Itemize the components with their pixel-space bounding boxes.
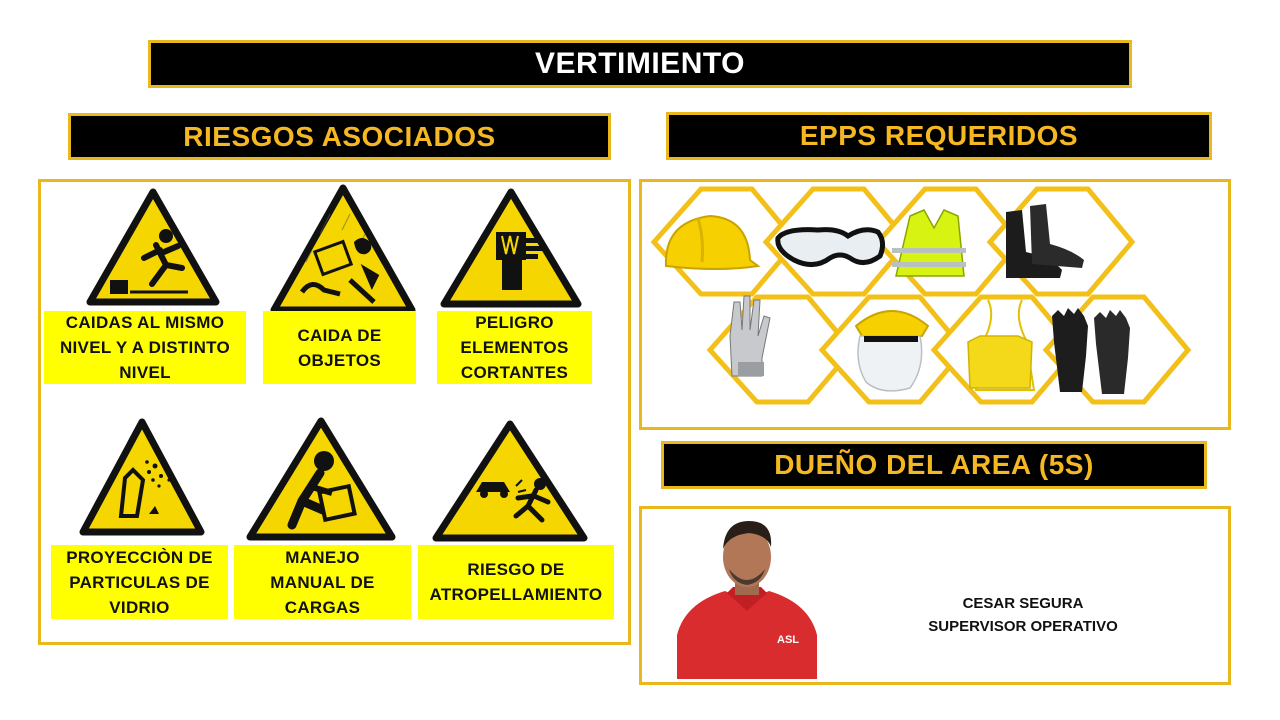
- hazard-label: RIESGO DE ATROPELLAMIENTO: [418, 545, 614, 619]
- hazard-label: PELIGRO ELEMENTOS CORTANTES: [437, 311, 592, 384]
- supervisor-name: CESAR SEGURA: [962, 595, 1084, 612]
- hazard-label: CAIDAS AL MISMO NIVEL Y A DISTINTO NIVEL: [44, 311, 246, 384]
- supervisor-photo: [677, 519, 817, 679]
- epps-heading: EPPS REQUERIDOS: [666, 112, 1212, 160]
- run-over-icon: [432, 420, 588, 542]
- supervisor-role: SUPERVISOR OPERATIVO: [928, 618, 1118, 635]
- slip-fall-icon: [86, 188, 220, 306]
- manual-handling-icon: [246, 417, 396, 541]
- hazard-label: MANEJO MANUAL DE CARGAS: [234, 545, 411, 619]
- page-title: VERTIMIENTO: [148, 40, 1132, 88]
- riesgos-heading: RIESGOS ASOCIADOS: [68, 113, 611, 160]
- safety-goggles-icon: [778, 230, 883, 265]
- hazard-label: PROYECCIÒN DE PARTICULAS DE VIDRIO: [51, 545, 228, 619]
- dueno-heading: DUEÑO DEL AREA (5S): [661, 441, 1207, 489]
- hazard-label: CAIDA DE OBJETOS: [263, 311, 416, 384]
- falling-objects-icon: [270, 184, 416, 314]
- cutting-hazard-icon: [440, 188, 582, 308]
- glass-particles-icon: [79, 418, 205, 536]
- shirt-logo: ASL: [777, 634, 799, 646]
- supervisor-info: [905, 592, 1141, 638]
